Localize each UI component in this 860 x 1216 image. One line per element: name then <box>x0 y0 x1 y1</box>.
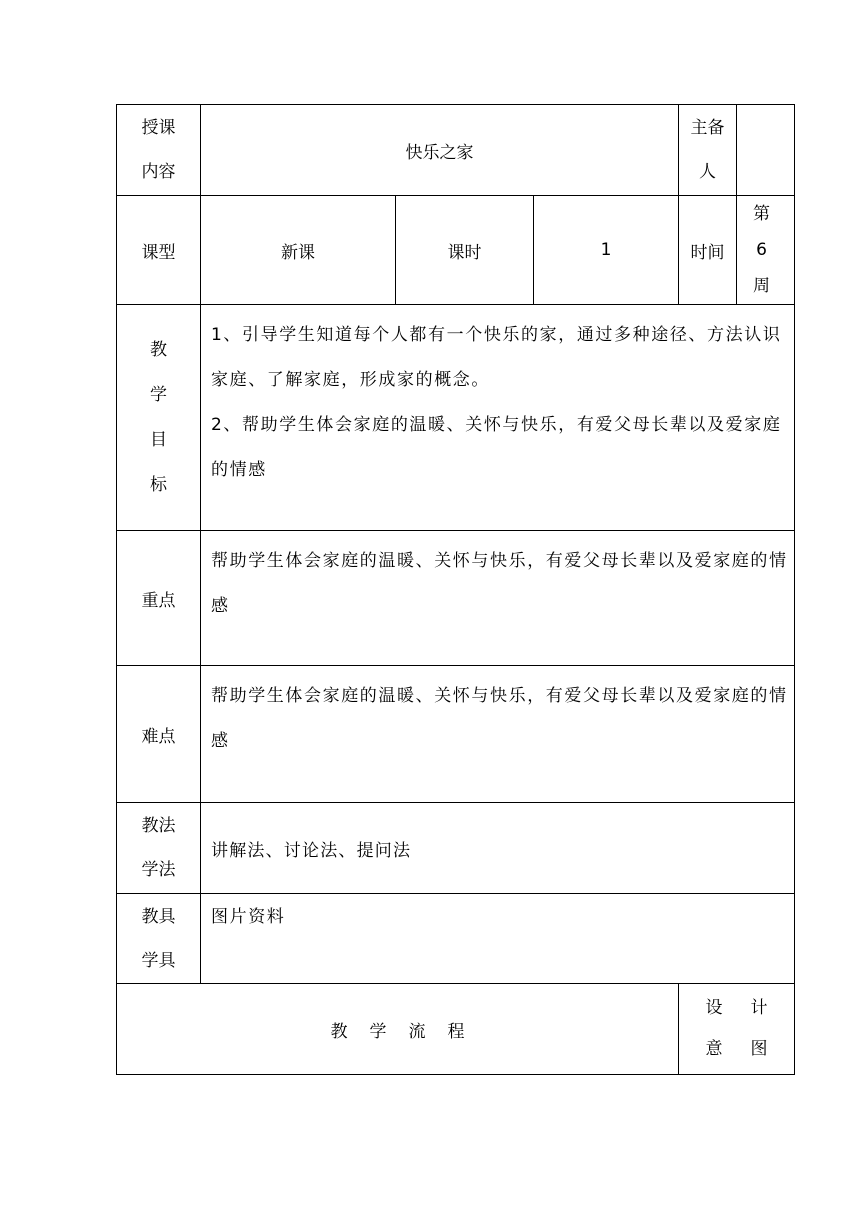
lesson-content-label-line1: 授课 <box>141 118 176 138</box>
preparer-label-line2: 人 <box>699 162 716 182</box>
time-value-line1: 第 6 <box>753 204 778 260</box>
row-teaching-flow <box>117 984 795 1075</box>
tools-text: 图片资料 <box>201 894 795 984</box>
tools-label-line1: 教具 <box>141 906 176 927</box>
lesson-plan-table <box>116 104 795 1075</box>
type-value: 新课 <box>201 196 396 305</box>
teaching-flow-label: 教学流程 <box>117 984 679 1075</box>
period-value: 1 <box>534 196 679 305</box>
design-intent-char: 图 <box>750 1039 768 1059</box>
objectives-content <box>201 305 795 531</box>
design-intent-char: 意 <box>705 1039 723 1059</box>
design-intent-char: 设 <box>705 998 723 1018</box>
row-objectives <box>117 305 795 531</box>
methods-label <box>117 803 201 894</box>
tools-label <box>117 894 201 984</box>
design-intent-label <box>679 984 795 1075</box>
key-points-label: 重点 <box>117 531 201 666</box>
design-intent-line2 <box>679 1029 794 1070</box>
time-label: 时间 <box>679 196 737 305</box>
row-lesson-type <box>117 196 795 305</box>
row-lesson-content <box>117 105 795 196</box>
key-points-text: 帮助学生体会家庭的温暖、关怀与快乐，有爱父母长辈以及爱家庭的情感 <box>201 531 795 666</box>
lesson-content-label-line2: 内容 <box>141 162 176 182</box>
methods-label-line2: 学法 <box>141 860 176 880</box>
tools-label-line2: 学具 <box>141 950 176 971</box>
row-tools <box>117 894 795 984</box>
objectives-label-char: 目 <box>150 429 167 450</box>
preparer-label <box>679 105 737 196</box>
methods-text: 讲解法、讨论法、提问法 <box>201 803 795 894</box>
period-label: 课时 <box>396 196 534 305</box>
difficulties-text: 帮助学生体会家庭的温暖、关怀与快乐，有爱父母长辈以及爱家庭的情感 <box>201 666 795 803</box>
methods-label-line1: 教法 <box>141 816 176 836</box>
objectives-label-char: 教 <box>150 339 167 360</box>
lesson-content-label <box>117 105 201 196</box>
objectives-label-char: 学 <box>150 384 167 405</box>
objective-item: 2、帮助学生体会家庭的温暖、关怀与快乐，有爱父母长辈以及爱家庭的情感 <box>211 415 782 480</box>
objective-item: 1、引导学生知道每个人都有一个快乐的家，通过多种途径、方法认识家庭、了解家庭，形成家的概念。 <box>211 325 782 390</box>
preparer-value <box>737 105 795 196</box>
lesson-title: 快乐之家 <box>201 105 679 196</box>
row-key-points <box>117 531 795 666</box>
design-intent-line1 <box>679 988 794 1029</box>
objectives-label <box>117 305 201 531</box>
time-value-line2: 周 <box>753 276 778 296</box>
time-value <box>737 196 795 305</box>
row-methods <box>117 803 795 894</box>
row-difficulties <box>117 666 795 803</box>
difficulties-label: 难点 <box>117 666 201 803</box>
type-label: 课型 <box>117 196 201 305</box>
objectives-label-char: 标 <box>150 474 167 495</box>
preparer-label-line1: 主备 <box>690 118 725 138</box>
design-intent-char: 计 <box>750 998 768 1018</box>
